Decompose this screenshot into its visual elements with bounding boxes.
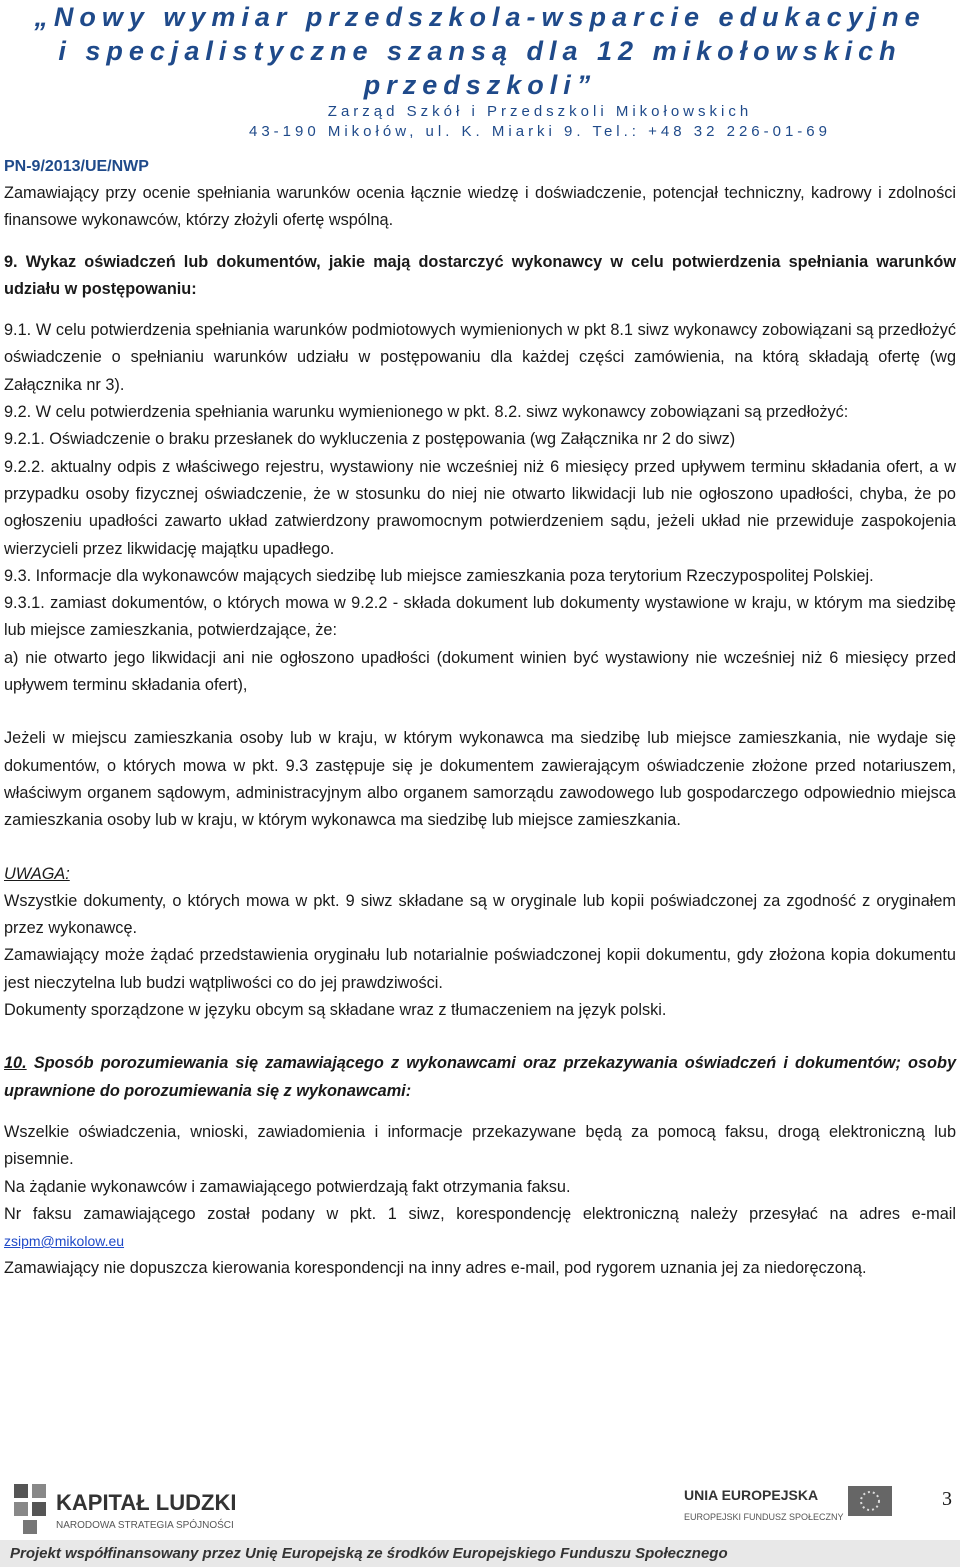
point-9-3: 9.3. Informacje dla wykonawców mających siedzibę lub miejsce zamieszkania poza terytorium Rzeczypospolitej Polskiej. [4, 566, 874, 585]
section-10-paragraph-1: Wszelkie oświadczenia, wnioski, zawiadomienia i informacje przekazywane będą za pomocą faksu, drogą elektroniczną lub pisemnie. [4, 1122, 956, 1169]
section-10-title: Sposób porozumiewania się zamawiającego z wykonawcami oraz przekazywania oświadczeń i dokumentów; osoby uprawnione do porozumiewania się z wykonawcami: [4, 1054, 957, 1100]
kapital-ludzki-logo [10, 1476, 280, 1540]
point-9-3-1-a: a) nie otwarto jego likwidacji ani nie ogłoszono upadłości (dokument winien być wystawiony nie wcześniej niż 6 miesięcy przed upływem terminu składania ofert), [4, 648, 956, 695]
paragraph-notary: Jeżeli w miejscu zamieszkania osoby lub w kraju, w którym wykonawca ma siedzibę lub miejsce zamieszkania, nie wydaje się dokumentów, o których mowa w pkt. 9.3 zastępuje się je dokumentem zawierającym oświadczenie złożone przed notariuszem, właściwym organem sądowym, administracyjnym albo organem samorządu zawodowego lub gospodarczego odpowiednio miejsca zamieszkania osoby lub w kraju, w którym wykonawca ma siedzibę lub miejsce zamieszkania. [4, 729, 956, 830]
document-footer [0, 1468, 960, 1567]
cofinancing-banner: Projekt współfinansowany przez Unię Europejską ze środków Europejskiego Funduszu Społecznego [0, 1540, 960, 1567]
eu-flag-icon [848, 1486, 892, 1516]
paragraph-joint-offer: Zamawiający przy ocenie spełniania warunków ocenia łącznie wiedzę i doświadczenie, potencjał techniczny, kadrowy i zdolności finansowe wykonawców, którzy złożyli ofertę wspólną. [4, 184, 956, 230]
project-title-line-1: „Nowy wymiar przedszkola-wsparcie edukacyjne [34, 2, 926, 32]
section-10-paragraph-3 [4, 1201, 956, 1256]
uwaga-item-1: Wszystkie dokumenty, o których mowa w pkt. 9 siwz składane są w oryginale lub kopii poświadczonej za zgodność z oryginałem przez wykonawcę. [4, 891, 956, 938]
uwaga-item-2: Zamawiający może żądać przedstawienia oryginału lub notarialnie poświadczonej kopii dokumentu, gdy złożona kopia dokumentu jest nieczytelna lub budzi wątpliwości co do jej prawdziwości. [4, 946, 956, 992]
project-title-line-3: przedszkoli” [363, 70, 597, 100]
organization-address: 43-190 Mikołów, ul. K. Miarki 9. Tel.: +48 32 226-01-69 [248, 123, 831, 140]
eu-logo-subtitle: EUROPEJSKI FUNDUSZ SPOŁECZNY [684, 1512, 844, 1522]
section-10-paragraph-2: Na żądanie wykonawców i zamawiającego potwierdzają fakt otrzymania faksu. [4, 1177, 571, 1196]
section-10-heading [4, 1050, 956, 1105]
kapital-ludzki-mark-icon [14, 1484, 46, 1534]
point-9-2: 9.2. W celu potwierdzenia spełniania warunku wymienionego w pkt. 8.2. siwz wykonawcy zobowiązani są przedłożyć: [4, 403, 849, 422]
point-9-3-1: 9.3.1. zamiast dokumentów, o których mowa w 9.2.2 - składa dokument lub dokumenty wystawione w kraju, w którym ma siedzibę lub miejsce zamieszkania, potwierdzające, że: [4, 594, 956, 640]
kapital-ludzki-subtitle: NARODOWA STRATEGIA SPÓJNOŚCI [56, 1520, 234, 1531]
point-9-2-1: 9.2.1. Oświadczenie o braku przesłanek do wykluczenia z postępowania (wg Załącznika nr 2 do siwz) [4, 430, 736, 449]
section-10-number: 10. [4, 1054, 27, 1073]
email-link[interactable]: zsipm@mikolow.eu [4, 1233, 125, 1250]
document-body [4, 180, 956, 1283]
project-title-line-2: i specjalistyczne szansą dla 12 mikołowskich [58, 36, 902, 66]
section-9-heading: 9. Wykaz oświadczeń lub dokumentów, jakie mają dostarczyć wykonawcy w celu potwierdzenia spełniania warunków udziału w postępowaniu: [4, 252, 956, 298]
point-9-1: 9.1. W celu potwierdzenia spełniania warunków podmiotowych wymienionych w pkt 8.1 siwz wykonawcy zobowiązani są przedłożyć oświadczenie o spełnianiu warunków udziału w postępowaniu dla każdej części zamówienia, na którą składają ofertę (wg Załącznika nr 3). [4, 321, 956, 394]
point-9-2-2: 9.2.2. aktualny odpis z właściwego rejestru, wystawiony nie wcześniej niż 6 miesięcy przed upływem terminu składania ofert, a w przypadku osoby fizycznej oświadczenie, że w stosunku do niej nie otwarto likwidacji lub nie ogłoszono upadłości, chyba, że po ogłoszeniu upadłości zawarto układ zatwierdzony prawomocnym potwierdzeniem sądu, jeżeli układ nie przewiduje zaspokojenia wierzycieli przez likwidację majątku upadłego. [4, 457, 956, 558]
uwaga-label: UWAGA: [4, 864, 70, 883]
section-10-paragraph-4: Zamawiający nie dopuszcza kierowania korespondencji na inny adres e-mail, pod rygorem uznania jej za niedoręczoną. [4, 1259, 867, 1278]
eu-logo-title: UNIA EUROPEJSKA [684, 1487, 819, 1503]
kapital-ludzki-title: KAPITAŁ LUDZKI [56, 1490, 237, 1515]
organization-name: Zarząd Szkół i Przedszkoli Mikołowskich [327, 103, 753, 120]
reference-number: PN-9/2013/UE/NWP [4, 158, 149, 175]
section-10-paragraph-3-text: Nr faksu zamawiającego został podany w pkt. 1 siwz, korespondencję elektroniczną należy przesyłać na adres e-mail [4, 1204, 956, 1223]
document-header [0, 0, 960, 142]
uwaga-item-3: Dokumenty sporządzone w języku obcym są składane wraz z tłumaczeniem na język polski. [4, 1001, 667, 1020]
eu-logo [680, 1476, 900, 1540]
page-number: 3 [942, 1488, 952, 1510]
